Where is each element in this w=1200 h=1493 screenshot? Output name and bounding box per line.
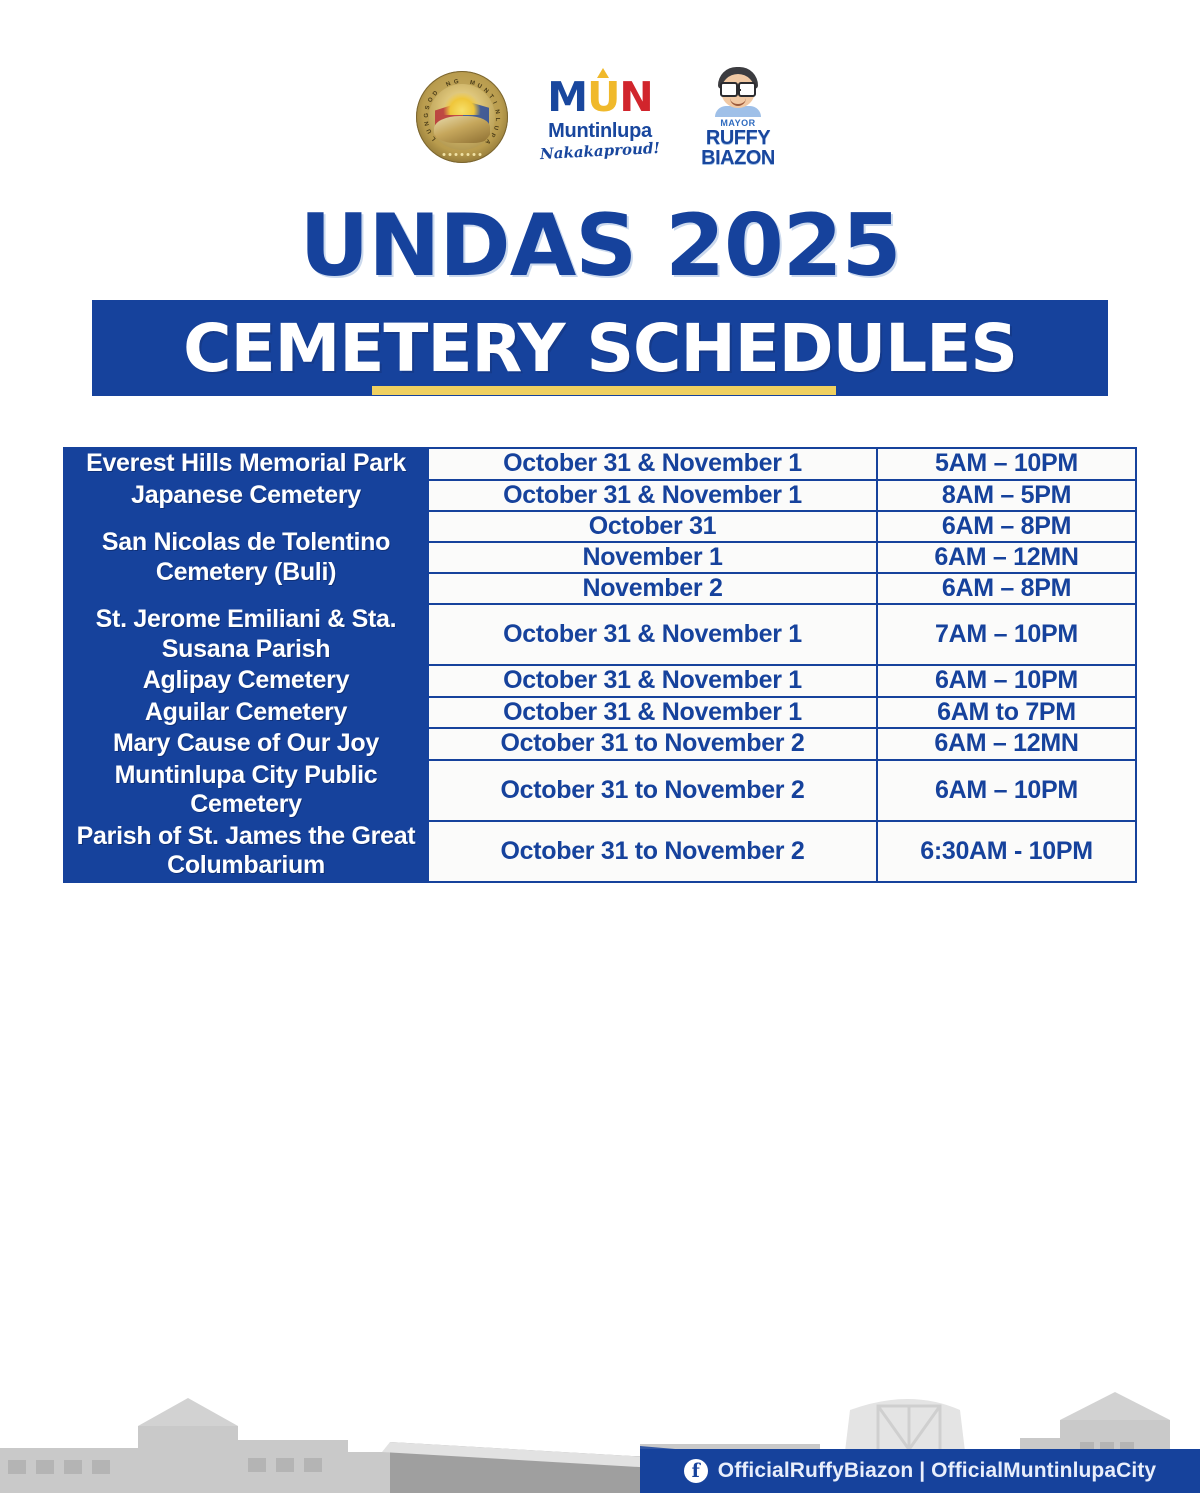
table-row	[64, 821, 1136, 882]
schedule-date-cell: October 31 & November 1	[428, 697, 877, 729]
schedule-date-cell: October 31 to November 2	[428, 760, 877, 821]
mun-city-name: Muntinlupa	[548, 119, 652, 142]
schedule-date-cell: October 31 & November 1	[428, 480, 877, 512]
city-seal-ring-text: L U N G S O D N G M U N T I N L U P A	[423, 78, 501, 146]
cemetery-name-cell: Everest Hills Memorial Park	[64, 448, 428, 480]
mun-tagline: Nakakaproud!	[539, 138, 661, 163]
schedule-date-cell: October 31 & November 1	[428, 604, 877, 665]
mun-letter-m: M	[547, 72, 588, 121]
schedule-date-cell: November 2	[428, 573, 877, 604]
table-row	[64, 665, 1136, 697]
schedule-time-cell: 6AM – 12MN	[877, 728, 1136, 760]
schedule-time-cell: 6:30AM - 10PM	[877, 821, 1136, 882]
cemetery-name-cell: Muntinlupa City Public Cemetery	[64, 760, 428, 821]
page-title: UNDAS 2025	[299, 196, 901, 296]
table-row	[64, 728, 1136, 760]
cemetery-name-cell: Parish of St. James the Great Columbarium	[64, 821, 428, 882]
muntinlupa-brand-logo	[534, 72, 666, 163]
cemetery-name-cell: St. Jerome Emiliani & Sta. Susana Parish	[64, 604, 428, 665]
mayor-kicker: MAYOR	[720, 117, 756, 128]
cemetery-name-cell: Aguilar Cemetery	[64, 697, 428, 729]
mayor-first-name: RUFFY	[705, 126, 771, 149]
schedule-date-cell: October 31 & November 1	[428, 448, 877, 480]
schedule-table-body	[64, 448, 1136, 882]
cemetery-schedule-table	[63, 447, 1137, 883]
schedule-date-cell: November 1	[428, 542, 877, 573]
mayor-logo	[692, 67, 784, 168]
schedule-time-cell: 6AM – 10PM	[877, 760, 1136, 821]
cemetery-name-cell: Aglipay Cemetery	[64, 665, 428, 697]
cemetery-name-cell: Japanese Cemetery	[64, 480, 428, 512]
schedule-time-cell: 6AM – 8PM	[877, 573, 1136, 604]
schedule-time-cell: 6AM – 12MN	[877, 542, 1136, 573]
subtitle-banner	[92, 300, 1108, 396]
table-row	[64, 511, 1136, 542]
schedule-time-cell: 6AM – 10PM	[877, 665, 1136, 697]
mun-letter-u: U	[587, 72, 620, 121]
cemetery-name-cell: San Nicolas de Tolentino Cemetery (Buli)	[64, 511, 428, 604]
cemetery-name-cell: Mary Cause of Our Joy	[64, 728, 428, 760]
social-handles: OfficialRuffyBiazon | OfficialMuntinlupaCity	[717, 1459, 1157, 1482]
schedule-date-cell: October 31	[428, 511, 877, 542]
schedule-time-cell: 6AM to 7PM	[877, 697, 1136, 729]
schedule-date-cell: October 31 to November 2	[428, 821, 877, 882]
banner-accent-underline	[372, 386, 836, 395]
city-seal-icon	[416, 71, 508, 163]
schedule-time-cell: 5AM – 10PM	[877, 448, 1136, 480]
table-row	[64, 604, 1136, 665]
table-row	[64, 760, 1136, 821]
mayor-last-name: BIAZON	[701, 146, 775, 169]
schedule-date-cell: October 31 to November 2	[428, 728, 877, 760]
table-row	[64, 480, 1136, 512]
schedule-date-cell: October 31 & November 1	[428, 665, 877, 697]
mayor-portrait-icon	[711, 67, 765, 117]
subtitle-text: CEMETERY SCHEDULES	[183, 309, 1017, 387]
schedule-time-cell: 6AM – 8PM	[877, 511, 1136, 542]
logo-bar	[0, 62, 1200, 172]
table-row	[64, 448, 1136, 480]
social-footer-bar	[640, 1449, 1200, 1493]
facebook-icon[interactable]: f	[684, 1459, 708, 1483]
table-row	[64, 697, 1136, 729]
mun-letter-n: N	[619, 72, 653, 121]
schedule-time-cell: 7AM – 10PM	[877, 604, 1136, 665]
schedule-time-cell: 8AM – 5PM	[877, 480, 1136, 512]
